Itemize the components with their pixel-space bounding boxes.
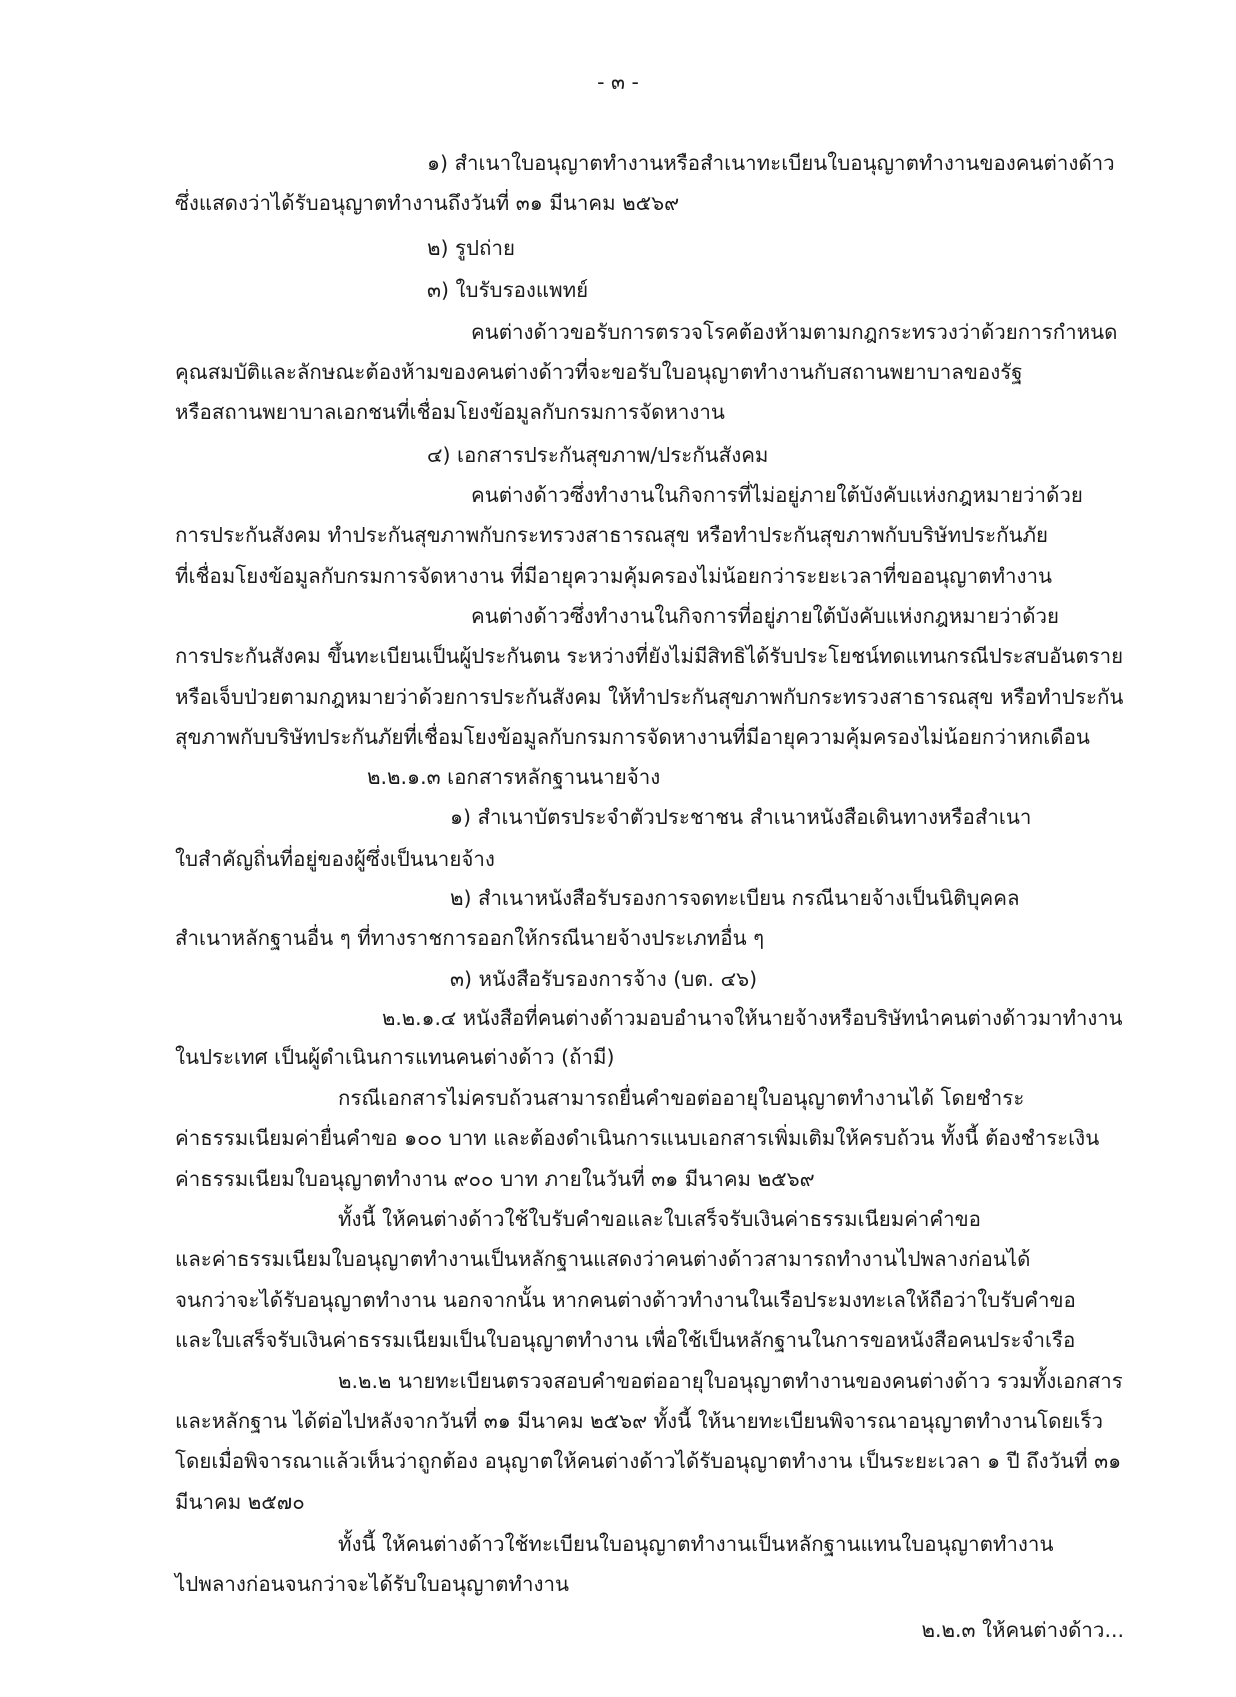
text-line: โดยเมื่อพิจารณาแล้วเห็นว่าถูกต้อง อนุญาตให้คนต่างด้าวได้รับอนุญาตทำงาน เป็นระยะเวลา ๑ ปี ถึงวันที่ ๓๑ xyxy=(175,1449,1122,1473)
text-line: ใบสำคัญถิ่นที่อยู่ของผู้ซึ่งเป็นนายจ้าง xyxy=(175,847,495,871)
text-line: จนกว่าจะได้รับอนุญาตทำงาน นอกจากนั้น หากคนต่างด้าวทำงานในเรือประมงทะเลให้ถือว่าใบรับคำขอ xyxy=(175,1288,1076,1312)
text-line: การประกันสังคม ขึ้นทะเบียนเป็นผู้ประกันตน ระหว่างที่ยังไม่มีสิทธิได้รับประโยชน์ทดแทนกรณีประสบอันตราย xyxy=(175,644,1124,668)
text-line: ค่าธรรมเนียมใบอนุญาตทำงาน ๙๐๐ บาท ภายในวันที่ ๓๑ มีนาคม ๒๕๖๙ xyxy=(175,1167,815,1191)
text-line: ๑) สำเนาใบอนุญาตทำงานหรือสำเนาทะเบียนใบอนุญาตทำงานของคนต่างด้าว xyxy=(427,151,1115,175)
text-line: ๑) สำเนาบัตรประจำตัวประชาชน สำเนาหนังสือเดินทางหรือสำเนา xyxy=(450,805,1032,829)
text-line: ทั้งนี้ ให้คนต่างด้าวใช้ทะเบียนใบอนุญาตทำงานเป็นหลักฐานแทนใบอนุญาตทำงาน xyxy=(338,1532,1054,1556)
text-line: และหลักฐาน ได้ต่อไปหลังจากวันที่ ๓๑ มีนาคม ๒๕๖๙ ทั้งนี้ ให้นายทะเบียนพิจารณาอนุญาตทำงานโดยเร็ว xyxy=(175,1409,1103,1433)
text-line: หรือสถานพยาบาลเอกชนที่เชื่อมโยงข้อมูลกับกรมการจัดหางาน xyxy=(175,400,725,424)
text-line: มีนาคม ๒๕๗๐ xyxy=(175,1490,305,1514)
text-line: คุณสมบัติและลักษณะต้องห้ามของคนต่างด้าวที่จะขอรับใบอนุญาตทำงานกับสถานพยาบาลของรัฐ xyxy=(175,360,1023,384)
text-line: ๔) เอกสารประกันสุขภาพ/ประกันสังคม xyxy=(427,443,769,467)
page-number: - ๓ - xyxy=(597,70,639,94)
text-line: การประกันสังคม ทำประกันสุขภาพกับกระทรวงสาธารณสุข หรือทำประกันสุขภาพกับบริษัทประกันภัย xyxy=(175,523,1049,547)
text-line: ๓) หนังสือรับรองการจ้าง (บต. ๔๖) xyxy=(450,967,758,991)
text-line: ๒) สำเนาหนังสือรับรองการจดทะเบียน กรณีนายจ้างเป็นนิติบุคคล xyxy=(450,886,1020,910)
text-line: ๒.๒.๑.๓ เอกสารหลักฐานนายจ้าง xyxy=(367,765,661,789)
text-line: ไปพลางก่อนจนกว่าจะได้รับใบอนุญาตทำงาน xyxy=(175,1572,569,1596)
text-line: สำเนาหลักฐานอื่น ๆ ที่ทางราชการออกให้กรณีนายจ้างประเภทอื่น ๆ xyxy=(175,926,765,950)
text-line: และค่าธรรมเนียมใบอนุญาตทำงานเป็นหลักฐานแสดงว่าคนต่างด้าวสามารถทำงานไปพลางก่อนได้ xyxy=(175,1247,1031,1271)
text-line: ๓) ใบรับรองแพทย์ xyxy=(427,278,589,302)
text-line: คนต่างด้าวซึ่งทำงานในกิจการที่ไม่อยู่ภายใต้บังคับแห่งกฎหมายว่าด้วย xyxy=(471,483,1083,507)
text-line: ๒.๒.๑.๔ หนังสือที่คนต่างด้าวมอบอำนาจให้นายจ้างหรือบริษัทนำคนต่างด้าวมาทำงาน xyxy=(382,1006,1123,1030)
text-line: กรณีเอกสารไม่ครบถ้วนสามารถยื่นคำขอต่ออายุใบอนุญาตทำงานได้ โดยชำระ xyxy=(338,1086,1025,1110)
continuation-marker: ๒.๒.๓ ให้คนต่างด้าว... xyxy=(921,1618,1124,1642)
text-line: ๒.๒.๒ นายทะเบียนตรวจสอบคำขอต่ออายุใบอนุญาตทำงานของคนต่างด้าว รวมทั้งเอกสาร xyxy=(338,1369,1123,1393)
text-line: ที่เชื่อมโยงข้อมูลกับกรมการจัดหางาน ที่มีอายุความคุ้มครองไม่น้อยกว่าระยะเวลาที่ขออนุญาตทำงาน xyxy=(175,564,1053,588)
text-line: ค่าธรรมเนียมค่ายื่นคำขอ ๑๐๐ บาท และต้องดำเนินการแนบเอกสารเพิ่มเติมให้ครบถ้วน ทั้งนี้ ต้องชำระเงิน xyxy=(175,1126,1100,1150)
text-line: และใบเสร็จรับเงินค่าธรรมเนียมเป็นใบอนุญาตทำงาน เพื่อใช้เป็นหลักฐานในการขอหนังสือคนประจำเรือ xyxy=(175,1328,1076,1352)
text-line: สุขภาพกับบริษัทประกันภัยที่เชื่อมโยงข้อมูลกับกรมการจัดหางานที่มีอายุความคุ้มครองไม่น้อยกว่าหกเดือน xyxy=(175,725,1090,749)
text-line: ในประเทศ เป็นผู้ดำเนินการแทนคนต่างด้าว (ถ้ามี) xyxy=(175,1045,615,1069)
text-line: ทั้งนี้ ให้คนต่างด้าวใช้ใบรับคำขอและใบเสร็จรับเงินค่าธรรมเนียมค่าคำขอ xyxy=(338,1207,981,1231)
text-line: ซึ่งแสดงว่าได้รับอนุญาตทำงานถึงวันที่ ๓๑ มีนาคม ๒๕๖๙ xyxy=(175,191,680,215)
text-line: คนต่างด้าวซึ่งทำงานในกิจการที่อยู่ภายใต้บังคับแห่งกฎหมายว่าด้วย xyxy=(471,604,1060,628)
text-line: หรือเจ็บป่วยตามกฎหมายว่าด้วยการประกันสังคม ให้ทำประกันสุขภาพกับกระทรวงสาธารณสุข หรือทำประกัน xyxy=(175,685,1124,709)
text-line: คนต่างด้าวขอรับการตรวจโรคต้องห้ามตามกฎกระทรวงว่าด้วยการกำหนด xyxy=(471,320,1118,344)
text-line: ๒) รูปถ่าย xyxy=(427,236,515,260)
